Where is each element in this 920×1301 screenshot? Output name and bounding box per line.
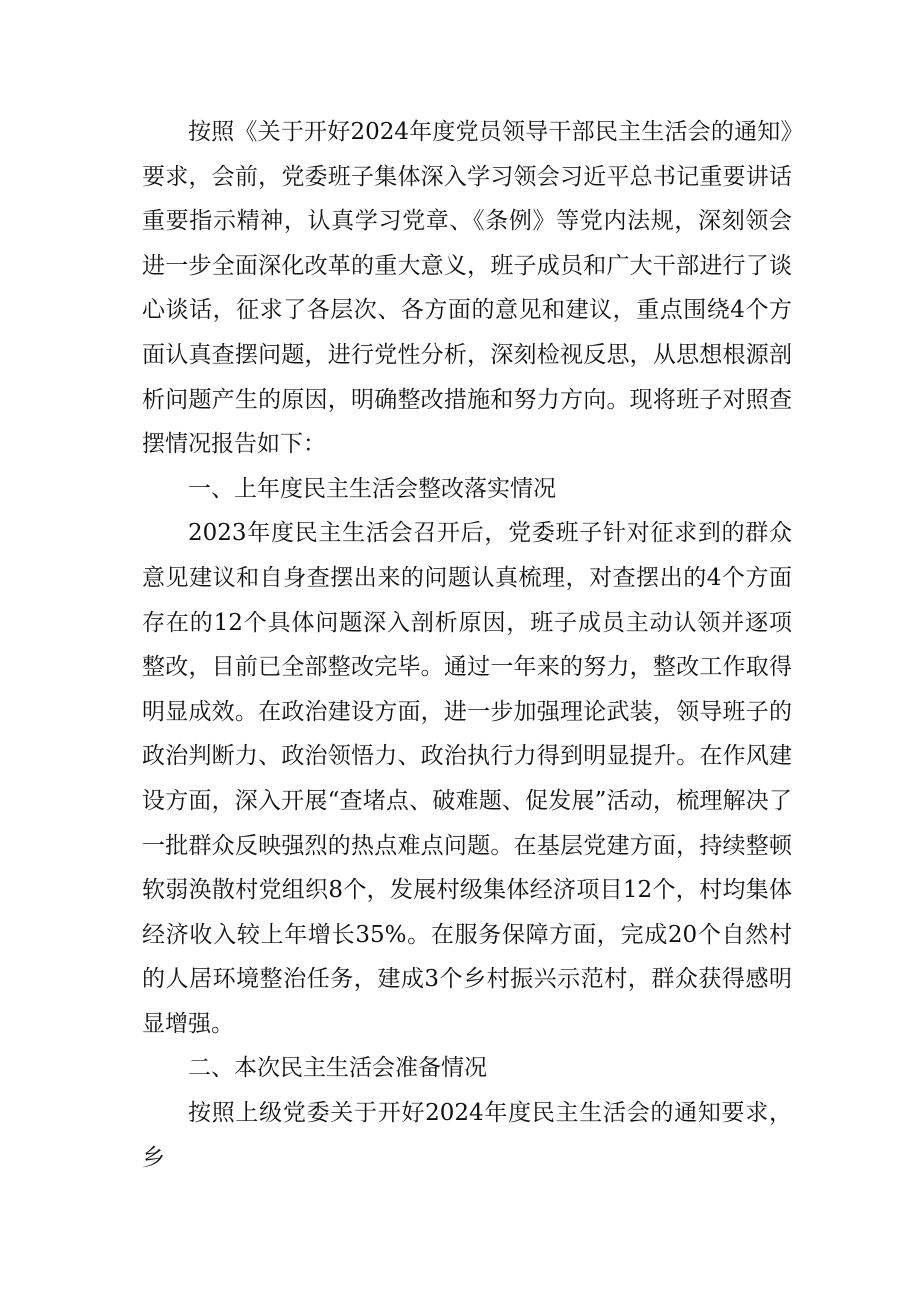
section-heading-1: 一、上年度民主生活会整改落实情况 (188, 475, 556, 502)
document-body (142, 110, 792, 1180)
section-2-paragraph: 按照上级党委关于开好2024年度民主生活会的通知要求，乡 (142, 1100, 792, 1171)
intro-paragraph: 按照《关于开好2024年度党员领导干部民主生活会的通知》要求，会前，党委班子集体深入学习领会习近平总书记重要讲话重要指示精神，认真学习党章、《条例》等党内法规，深刻领会进一步全面深化改革的重大意义，班子成员和广大干部进行了谈心谈话，征求了各层次、各方面的意见和建议，重点围绕4个方面认真查摆问题，进行党性分析，深刻检视反思，从思想根源剖析问题产生的原因，明确整改措施和努力方向。现将班子对照查摆情况报告如下： (142, 119, 792, 458)
section-heading-2: 二、本次民主生活会准备情况 (188, 1055, 487, 1082)
section-1-paragraph: 2023年度民主生活会召开后，党委班子针对征求到的群众意见建议和自身查摆出来的问题认真梳理，对查摆出的4个方面存在的12个具体问题深入剖析原因，班子成员主动认领并逐项整改，目前已全部整改完毕。通过一年来的努力，整改工作取得明显成效。在政治建设方面，进一步加强理论武装，领导班子的政治判断力、政治领悟力、政治执行力得到明显提升。在作风建设方面，深入开展“查堵点、破难题、促发展”活动，梳理解决了一批群众反映强烈的热点难点问题。在基层党建方面，持续整顿软弱涣散村党组织8个，发展村级集体经济项目12个，村均集体经济收入较上年增长35%。在服务保障方面，完成20个自然村的人居环境整治任务，建成3个乡村振兴示范村，群众获得感明显增强。 (142, 520, 792, 1037)
